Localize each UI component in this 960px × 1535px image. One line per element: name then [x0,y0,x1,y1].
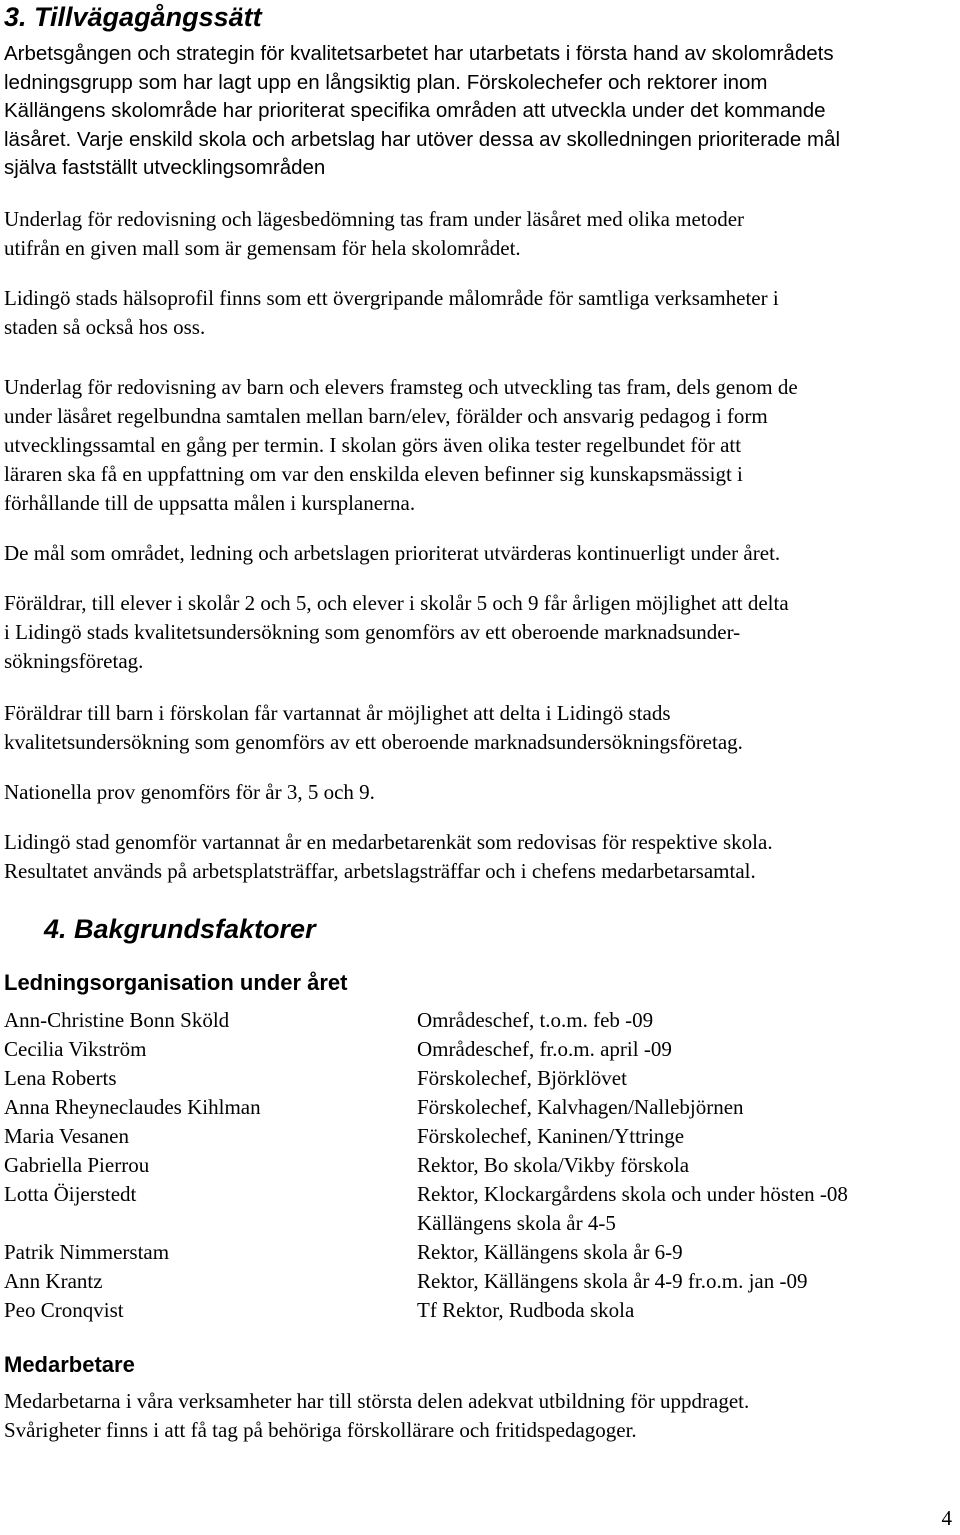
staff-row [4,1006,954,1035]
staff-name: Cecilia Vikström [4,1037,147,1061]
section-3-paragraph-1 [4,40,960,183]
staff-name: Peo Cronqvist [4,1298,124,1322]
section-4-heading: 4. Bakgrundsfaktorer [44,914,316,944]
staff-role-line: Förskolechef, Kalvhagen/Nallebjörnen [417,1095,744,1119]
staff-role [417,1122,957,1151]
text-line: förhållande till de uppsatta målen i kursplanerna. [4,491,416,515]
organisation-heading: Ledningsorganisation under året [4,970,348,995]
staff-row [4,1180,954,1238]
staff-role-line: Tf Rektor, Rudboda skola [417,1298,635,1322]
staff-role [417,1238,957,1267]
section-3-paragraph-5 [4,539,960,568]
section-3-paragraph-8 [4,778,960,807]
text-line: Föräldrar, till elever i skolår 2 och 5, och elever i skolår 5 och 9 får årligen möjlighet att delta [4,591,789,615]
text-line: Medarbetarna i våra verksamheter har till största delen adekvat utbildning för uppdraget. [4,1389,750,1413]
staff-row [4,1238,954,1267]
staff-row [4,1296,954,1325]
section-3-heading: 3. Tillvägagångssätt [4,2,262,32]
text-line: under läsåret regelbundna samtalen mellan barn/elev, förälder och ansvarig pedagog i form [4,404,768,428]
staff-role-line: Förskolechef, Kaninen/Yttringe [417,1124,685,1148]
staff-role-line: Rektor, Källängens skola år 4-9 fr.o.m. jan -09 [417,1269,808,1293]
text-line: Nationella prov genomförs för år 3, 5 och 9. [4,780,375,804]
text-line: själva fastställt utvecklingsområden [4,156,326,179]
staff-role-line: Källängens skola år 4-5 [417,1211,616,1235]
staff-row [4,1122,954,1151]
text-line: Resultatet används på arbetsplatsträffar, arbetslagsträffar och i chefens medarbetarsamtal. [4,859,756,883]
page-number: 4 [941,1506,952,1530]
section-3-paragraph-6 [4,589,960,676]
staff-name: Ann Krantz [4,1269,103,1293]
staff-name: Patrik Nimmerstam [4,1240,170,1264]
text-line: Källängens skolområde har prioriterat specifika områden att utveckla under det kommande [4,99,826,122]
text-line: Underlag för redovisning av barn och elevers framsteg och utveckling tas fram, dels genom de [4,375,798,399]
staff-name: Ann-Christine Bonn Sköld [4,1008,230,1032]
staff-role [417,1296,957,1325]
text-line: sökningsföretag. [4,649,144,673]
staff-role [417,1035,957,1064]
staff-row [4,1035,954,1064]
section-3-paragraph-9 [4,828,960,886]
staff-name: Lena Roberts [4,1066,117,1090]
medarbetare-heading: Medarbetare [4,1352,135,1377]
staff-name: Anna Rheyneclaudes Kihlman [4,1095,261,1119]
text-line: utvecklingssamtal en gång per termin. I skolan görs även olika tester regelbundet för att [4,433,742,457]
staff-role [417,1064,957,1093]
text-line: läraren ska få en uppfattning om var den enskilda eleven befinner sig kunskapsmässigt i [4,462,743,486]
text-line: Föräldrar till barn i förskolan får vartannat år möjlighet att delta i Lidingö stads [4,701,671,725]
section-3-paragraph-4 [4,373,960,518]
staff-role [417,1093,957,1122]
section-3-paragraph-3 [4,284,960,342]
text-line: Lidingö stads hälsoprofil finns som ett övergripande målområde för samtliga verksamheter i [4,286,779,310]
medarbetare-paragraph [4,1387,960,1445]
text-line: staden så också hos oss. [4,315,206,339]
staff-name: Gabriella Pierrou [4,1153,150,1177]
staff-role [417,1151,957,1180]
staff-role-line: Områdeschef, fr.o.m. april -09 [417,1037,672,1061]
text-line: De mål som området, ledning och arbetslagen prioriterat utvärderas kontinuerligt under året. [4,541,781,565]
staff-row [4,1064,954,1093]
text-line: läsåret. Varje enskild skola och arbetslag har utöver dessa av skolledningen prioriterade mål [4,127,841,151]
staff-role [417,1267,957,1296]
staff-role-line: Rektor, Källängens skola år 6-9 [417,1240,683,1264]
text-line: utifrån en given mall som är gemensam för hela skolområdet. [4,236,521,260]
staff-row [4,1151,954,1180]
staff-role-line: Rektor, Bo skola/Vikby förskola [417,1153,690,1177]
text-line: Lidingö stad genomför vartannat år en medarbetarenkät som redovisas för respektive skola. [4,830,773,854]
staff-role-line: Förskolechef, Björklövet [417,1066,627,1090]
section-3-paragraph-7 [4,699,960,757]
text-line: Underlag för redovisning och lägesbedömning tas fram under läsåret med olika metoder [4,207,745,231]
text-line: ledningsgrupp som har lagt upp en långsiktig plan. Förskolechefer och rektorer inom [4,70,768,94]
staff-name: Maria Vesanen [4,1124,129,1148]
staff-role [417,1180,957,1238]
staff-role-line: Rektor, Klockargårdens skola och under hösten -08 [417,1182,848,1206]
staff-row [4,1093,954,1122]
staff-role-line: Områdeschef, t.o.m. feb -09 [417,1008,654,1032]
text-line: Svårigheter finns i att få tag på behöriga förskollärare och fritidspedagoger. [4,1418,637,1442]
text-line: Arbetsgången och strategin för kvalitetsarbetet har utarbetats i första hand av skolområdets [4,42,834,65]
text-line: kvalitetsundersökning som genomförs av ett oberoende marknadsundersökningsföretag. [4,730,743,754]
text-line: i Lidingö stads kvalitetsundersökning som genomförs av ett oberoende marknadsunder- [4,620,741,644]
section-3-paragraph-2 [4,205,960,263]
staff-table [4,1006,954,1325]
staff-row [4,1267,954,1296]
staff-name: Lotta Öijerstedt [4,1182,137,1206]
staff-role [417,1006,957,1035]
